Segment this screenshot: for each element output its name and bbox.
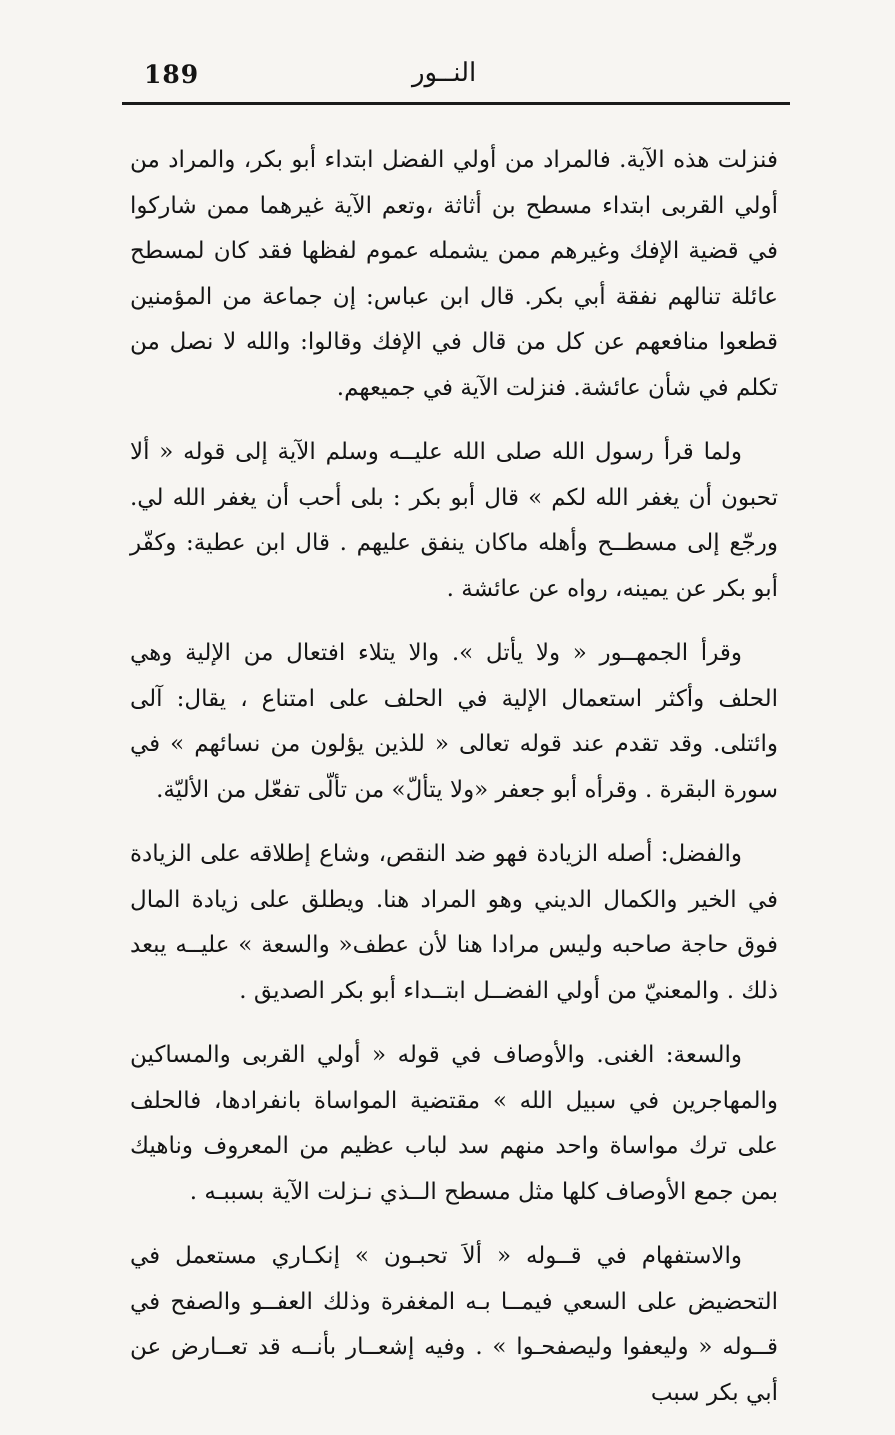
paragraph: والاستفهام في قــوله « ألاَ تحبـون » إنكـاري مستعمل في التحضيض على السعي فيمــا بـه المغفرة وذلك العفــو والصفح في قــوله « وليعفوا وليصفحـوا » . وفيه إشعــار بأنــه قد تعــارض عن أبي بكر سبب <box>130 1243 778 1406</box>
paragraph: فنزلت هذه الآية. فالمراد من أولي الفضل ابتداء أبو بكر، والمراد من أولي القربى ابتداء مسطح بن أثاثة ،وتعم الآية غيرهما ممن شاركوا في قضية الإفك وغيرهم ممن يشمله عموم لفظها فقد كان لمسطح عائلة تنالهم نفقة أبي بكر. قال ابن عباس: إن جماعة من المؤمنين قطعوا منافعهم عن كل من قال في الإفك وقالوا: والله لا نصل من تكلم في شأن عائشة. فنزلت الآية في جميعهم. <box>130 147 778 401</box>
paragraph: والسعة: الغنى. والأوصاف في قوله « أولي القربى والمساكين والمهاجرين في سبيل الله » مقتضية المواساة بانفرادها، فالحلف على ترك مواساة واحد منهم سد لباب عظيم من المعروف وناهيك بمن جمع الأوصاف كلها مثل مسطح الــذي نـزلت الآية بسببـه . <box>130 1042 778 1205</box>
body-text <box>130 138 778 1435</box>
paragraph: والفضل: أصله الزيادة فهو ضد النقص، وشاع إطلاقه على الزيادة في الخير والكمال الديني وهو المراد هنا. ويطلق على زيادة المال فوق حاجة صاحبه وليس مرادا هنا لأن عطف« والسعة » عليــه يبعد ذلك . والمعنيّ من أولي الفضــل ابتــداء أبو بكر الصديق . <box>130 841 778 1004</box>
page-header <box>122 58 790 106</box>
page-number: 189 <box>144 60 200 89</box>
running-title: النــور <box>412 58 477 88</box>
paragraph: ولما قرأ رسول الله صلى الله عليــه وسلم الآية إلى قوله « ألا تحبون أن يغفر الله لكم » قال أبو بكر : بلى أحب أن يغفر الله لي. ورجّع إلى مسطــح وأهله ماكان ينفق عليهم . قال ابن عطية: وكفّر أبو بكر عن يمينه، رواه عن عائشة . <box>130 439 778 602</box>
header-rule <box>122 102 790 105</box>
paragraph: وقرأ الجمهــور « ولا يأتل ». والا يتلاء افتعال من الإلية وهي الحلف وأكثر استعمال الإلية في الحلف على امتناع ، يقال: آلى وائتلى. وقد تقدم عند قوله تعالى « للذين يؤلون من نسائهم » في سورة البقرة . وقرأه أبو جعفر «ولا يتألّ» من تألّى تفعّل من الأليّة. <box>130 640 778 803</box>
